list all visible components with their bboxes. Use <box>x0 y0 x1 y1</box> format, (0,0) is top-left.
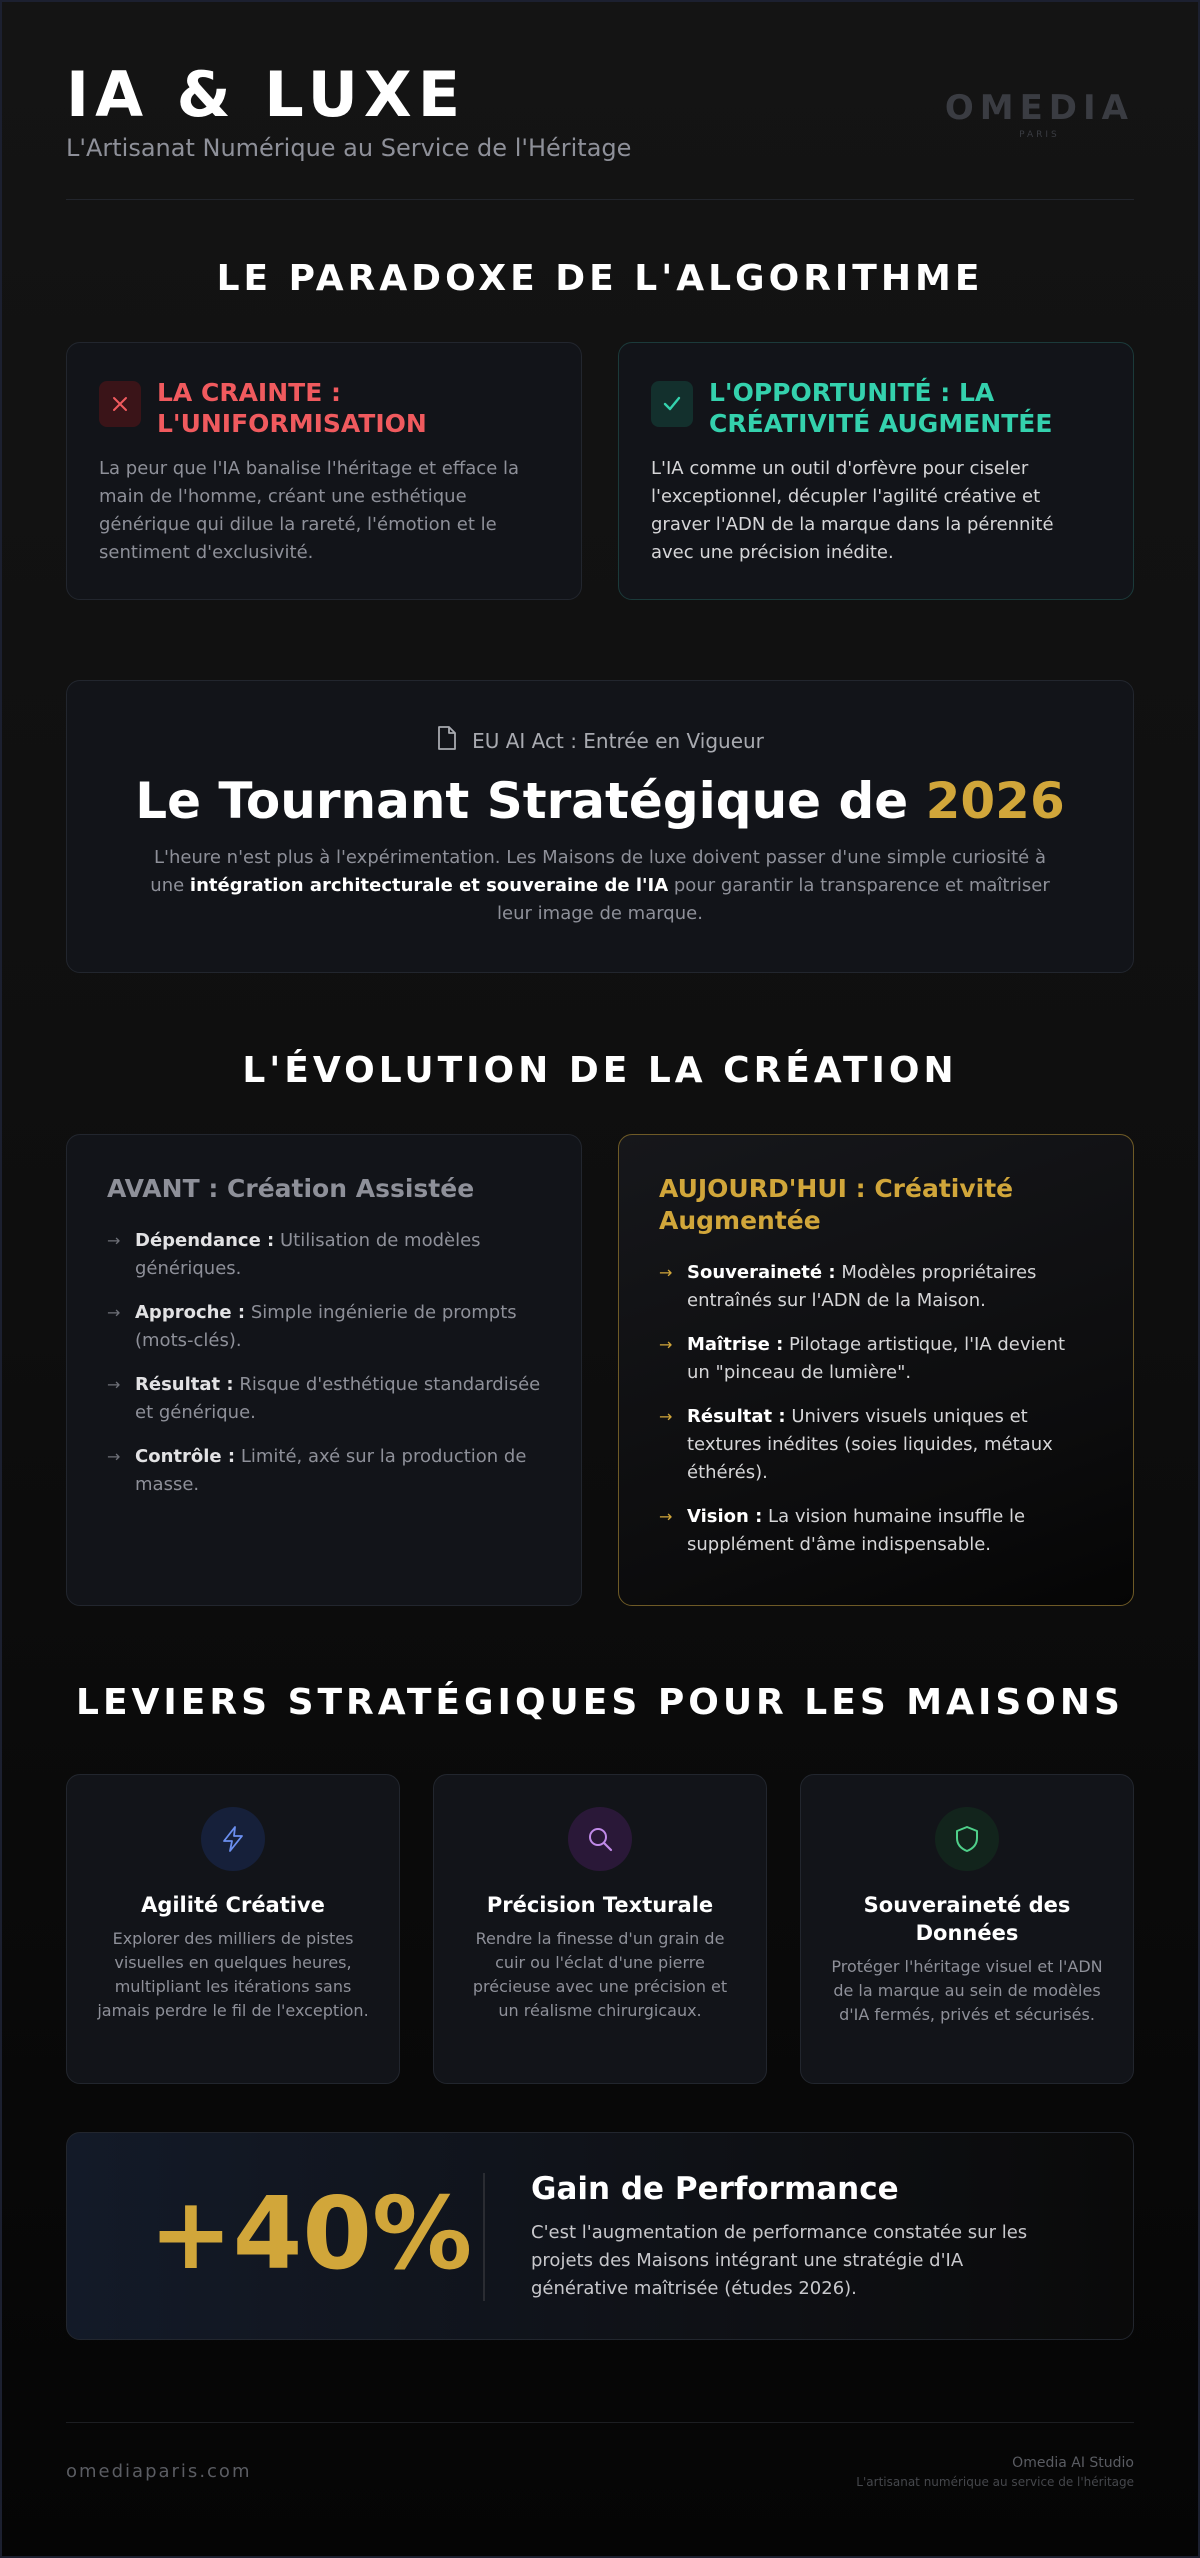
lever-title: Précision Texturale <box>486 1893 714 1917</box>
arrow-icon: → <box>659 1263 673 1282</box>
ai-act-year: 2026 <box>925 772 1065 830</box>
brand-city: PARIS <box>1019 130 1060 140</box>
fear-card <box>66 342 582 600</box>
lever-title: Souveraineté des Données <box>863 1893 1071 1945</box>
now-title: AUJOURD'HUI : Créativité Augmentée <box>659 1174 1014 1235</box>
check-icon <box>651 381 693 427</box>
item-key: Maîtrise : <box>687 1334 784 1355</box>
item-key: Vision : <box>687 1506 763 1527</box>
item-text: La vision humaine insuffle le supplément d'âme indispensable. <box>687 1506 1026 1555</box>
brand-logo <box>945 88 1134 140</box>
ai-act-text <box>150 844 1050 928</box>
divider <box>483 2173 485 2301</box>
arrow-icon: → <box>659 1335 673 1354</box>
search-icon <box>568 1807 632 1871</box>
footer-tagline: L'artisanat numérique au service de l'héritage <box>856 2475 1134 2489</box>
now-card <box>618 1134 1134 1606</box>
list-item <box>107 1227 541 1283</box>
ai-act-title <box>67 772 1133 830</box>
item-text: Univers visuels uniques et textures inédites (soies liquides, métaux éthérés). <box>687 1406 1053 1483</box>
ai-act-text-after: pour garantir la transparence et maîtriser leur image de marque. <box>497 875 1050 924</box>
page-subtitle: L'Artisanat Numérique au Service de l'Héritage <box>66 134 632 162</box>
list-item <box>107 1371 541 1427</box>
brand-name: OMEDIA <box>944 88 1134 128</box>
shield-icon <box>935 1807 999 1871</box>
item-text: Modèles propriétaires entraînés sur l'ADN de la Maison. <box>687 1262 1037 1311</box>
item-text: Simple ingénierie de prompts (mots-clés). <box>135 1302 517 1351</box>
before-card <box>66 1134 582 1606</box>
fear-text: La peur que l'IA banalise l'héritage et efface la main de l'homme, créant une esthétique générique qui dilue la rareté, l'émotion et le sentiment d'exclusivité. <box>99 458 520 563</box>
arrow-icon: → <box>659 1407 673 1426</box>
section-title-paradox: LE PARADOXE DE L'ALGORITHME <box>216 258 984 299</box>
ai-act-card <box>66 680 1134 973</box>
item-text: Pilotage artistique, l'IA devient un "pinceau de lumière". <box>687 1334 1066 1383</box>
arrow-icon: → <box>107 1375 121 1394</box>
list-item <box>107 1443 541 1499</box>
footer-studio: Omedia AI Studio <box>1012 2455 1134 2471</box>
footer-website-link[interactable]: omediaparis.com <box>66 2461 252 2482</box>
fear-title: LA CRAINTE : L'UNIFORMISATION <box>157 378 427 438</box>
opportunity-title: L'OPPORTUNITÉ : LA CRÉATIVITÉ AUGMENTÉE <box>709 378 1053 438</box>
stat-title: Gain de Performance <box>531 2171 899 2207</box>
x-icon <box>99 381 141 427</box>
item-text: Utilisation de modèles génériques. <box>135 1230 481 1279</box>
before-list <box>107 1227 541 1499</box>
list-item <box>659 1403 1093 1487</box>
stat-text: C'est l'augmentation de performance constatée sur les projets des Maisons intégrant une stratégie d'IA générative maîtrisée (études 2026). <box>531 2222 1028 2299</box>
stat-value: +40% <box>149 2175 473 2292</box>
lever-card-precision <box>433 1774 767 2084</box>
performance-stat-card <box>66 2132 1134 2340</box>
lightning-icon <box>201 1807 265 1871</box>
page-title: IA & LUXE <box>66 58 467 131</box>
opportunity-card <box>618 342 1134 600</box>
section-title-levers: LEVIERS STRATÉGIQUES POUR LES MAISONS <box>76 1682 1124 1723</box>
opportunity-text: L'IA comme un outil d'orfèvre pour ciseler l'exceptionnel, décupler l'agilité créative et graver l'ADN de la marque dans la pérennité avec une précision inédite. <box>651 458 1054 563</box>
ai-act-label-text: EU AI Act : Entrée en Vigueur <box>472 728 764 753</box>
section-title-evolution: L'ÉVOLUTION DE LA CRÉATION <box>242 1050 958 1091</box>
item-key: Résultat : <box>687 1406 786 1427</box>
document-icon <box>436 725 458 756</box>
item-key: Dépendance : <box>135 1230 275 1251</box>
footer <box>66 2422 1134 2502</box>
item-key: Souveraineté : <box>687 1262 836 1283</box>
lever-text: Explorer des milliers de pistes visuelles en quelques heures, multipliant les itérations sans jamais perdre le fil de l'exception. <box>97 1929 369 2020</box>
ai-act-text-before: L'heure n'est plus à l'expérimentation. Les Maisons de luxe doivent passer d'une simple curiosité à une <box>150 847 1046 896</box>
lever-text: Rendre la finesse d'un grain de cuir ou l'éclat d'une pierre précieuse avec une précision et un réalisme chirurgicaux. <box>472 1929 728 2020</box>
lever-card-sovereignty <box>800 1774 1134 2084</box>
now-list <box>659 1259 1093 1559</box>
lever-title: Agilité Créative <box>141 1893 325 1917</box>
arrow-icon: → <box>107 1447 121 1466</box>
arrow-icon: → <box>107 1231 121 1250</box>
item-text: Risque d'esthétique standardisée et générique. <box>135 1374 541 1423</box>
item-key: Résultat : <box>135 1374 234 1395</box>
list-item <box>107 1299 541 1355</box>
ai-act-text-bold: intégration architecturale et souveraine de l'IA <box>189 875 669 896</box>
list-item <box>659 1259 1093 1315</box>
header <box>66 60 1134 200</box>
ai-act-label <box>436 725 764 756</box>
item-key: Approche : <box>135 1302 246 1323</box>
list-item <box>659 1331 1093 1387</box>
arrow-icon: → <box>659 1507 673 1526</box>
ai-act-title-text: Le Tournant Stratégique de <box>135 772 926 830</box>
arrow-icon: → <box>107 1303 121 1322</box>
lever-card-agility <box>66 1774 400 2084</box>
item-key: Contrôle : <box>135 1446 236 1467</box>
lever-text: Protéger l'héritage visuel et l'ADN de la marque au sein de modèles d'IA fermés, privés et sécurisés. <box>831 1957 1103 2024</box>
item-text: Limité, axé sur la production de masse. <box>135 1446 527 1495</box>
before-title: AVANT : Création Assistée <box>107 1174 475 1203</box>
list-item <box>659 1503 1093 1559</box>
